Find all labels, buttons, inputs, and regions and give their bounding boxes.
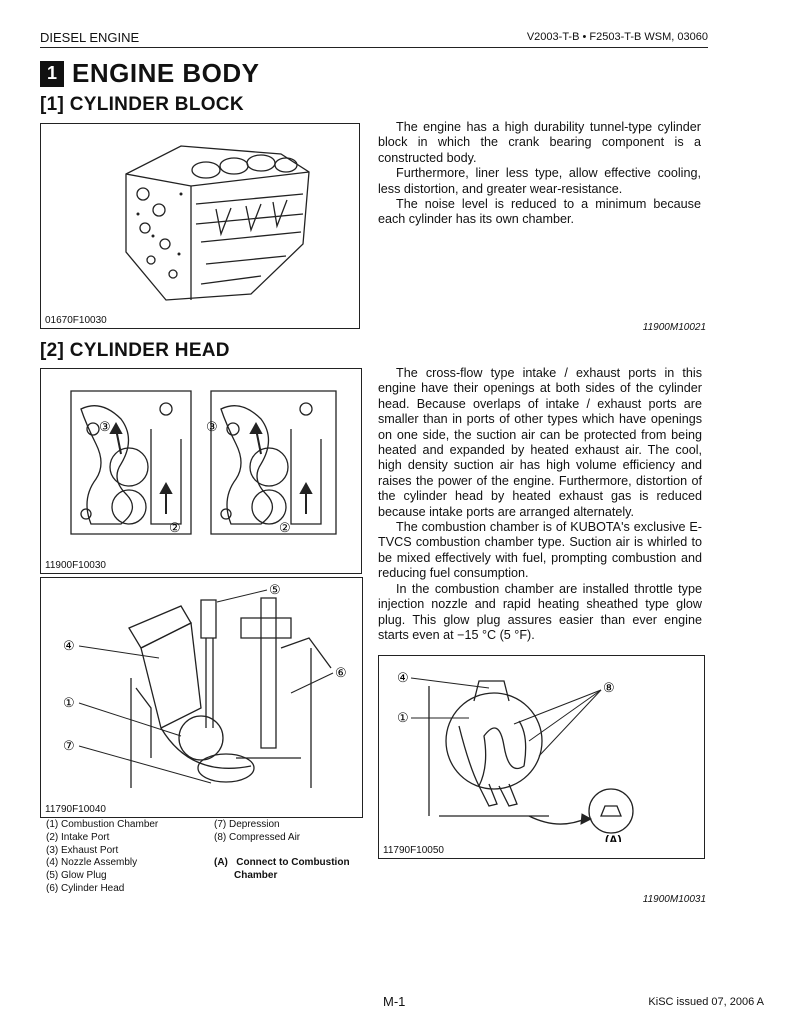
section-heading — [40, 58, 260, 89]
ports-figure — [40, 368, 362, 574]
figure-code: 11790F10040 — [45, 804, 106, 815]
callout-5: ⑤ — [269, 582, 281, 597]
callout-3: ③ — [206, 419, 218, 434]
callout-2: ② — [169, 520, 181, 535]
header-rule — [40, 47, 708, 48]
combustion-chamber-drawing — [41, 578, 362, 800]
callout-4: ④ — [397, 670, 409, 685]
figure-code: 11900F10030 — [45, 560, 106, 571]
legend-a — [214, 857, 374, 883]
swirl-figure — [378, 655, 705, 859]
reference-code: 11900M10021 — [642, 322, 706, 333]
ports-drawing — [41, 369, 361, 555]
reference-code: 11900M10031 — [642, 894, 706, 905]
paragraph: The noise level is reduced to a minimum because each cylinder has its own chamber. — [378, 197, 701, 227]
legend-a-text-cont: Chamber — [234, 869, 278, 881]
legend-a-text: Connect to Combustion — [236, 857, 350, 868]
cylinder-block-drawing — [41, 124, 359, 314]
legend-item: (7) Depression — [214, 819, 280, 830]
swirl-drawing — [379, 656, 704, 842]
legend-right — [214, 819, 300, 845]
callout-3: ③ — [99, 419, 111, 434]
section-number: 1 — [40, 61, 64, 87]
page-number: M-1 — [383, 994, 406, 1009]
legend-item: (2) Intake Port — [46, 831, 110, 843]
callout-4: ④ — [63, 638, 75, 653]
paragraph: The engine has a high durability tunnel-type cylinder block in which the crank bearing component is a constructed body. — [378, 120, 701, 165]
legend-left — [46, 819, 158, 896]
callout-2: ② — [279, 520, 291, 535]
callout-6: ⑥ — [335, 665, 347, 680]
cylinder-block-figure — [40, 123, 360, 329]
section-title: ENGINE BODY — [72, 58, 260, 88]
cylinder-block-text — [378, 120, 701, 228]
callout-1: ① — [63, 695, 75, 710]
cylinder-head-heading: [2] CYLINDER HEAD — [40, 340, 230, 361]
legend-item: (8) Compressed Air — [214, 831, 301, 843]
cylinder-block-heading: [1] CYLINDER BLOCK — [40, 94, 244, 115]
cylinder-head-text — [378, 366, 702, 643]
figure-code: 01670F10030 — [45, 315, 107, 326]
legend-item: (5) Glow Plug — [46, 870, 107, 882]
paragraph: The combustion chamber is of KUBOTA's exclusive E-TVCS combustion chamber type. Suction air is whirled to be mixed effectively with fuel, prompting combustion and reducing fuel consumption. — [378, 520, 702, 581]
callout-8: ⑧ — [603, 680, 615, 695]
callout-1: ① — [397, 710, 409, 725]
header-title: DIESEL ENGINE — [40, 30, 140, 45]
legend-item: (1) Combustion Chamber — [46, 819, 159, 830]
paragraph: The cross-flow type intake / exhaust ports in this engine have their openings at both sides of the cylinder head. Because overlaps of intake / exhaust ports are smaller than in ports of other types which have openings on one side, the suction air can be protected from being heated and expanded by heated exhaust air. The cool, high density suction air has high volume efficiency and raises the power of the engine. Furthermore, distortion of the cylinder head by heated exhaust gas is reduced because intake ports are arranged alternately. — [378, 366, 702, 519]
callout-a: (A) — [605, 833, 622, 842]
callout-7: ⑦ — [63, 738, 75, 753]
header-model: V2003-T-B • F2503-T-B WSM, 03060 — [526, 31, 708, 43]
paragraph: Furthermore, liner less type, allow effective cooling, less distortion, and greater wear-resistance. — [378, 166, 701, 196]
figure-code: 11790F10050 — [383, 845, 444, 856]
legend-item: (4) Nozzle Assembly — [46, 857, 138, 869]
legend-a-label: (A) — [214, 857, 228, 868]
paragraph: In the combustion chamber are installed throttle type injection nozzle and rapid heating sheathed type glow plug. This glow plug assures easier than ever engine starts even at −15 °C (5 °F). — [378, 581, 702, 642]
issue-note: KiSC issued 07, 2006 A — [648, 996, 764, 1008]
legend-item: (6) Cylinder Head — [46, 882, 125, 894]
combustion-chamber-figure — [40, 577, 363, 818]
legend-item: (3) Exhaust Port — [46, 844, 119, 856]
